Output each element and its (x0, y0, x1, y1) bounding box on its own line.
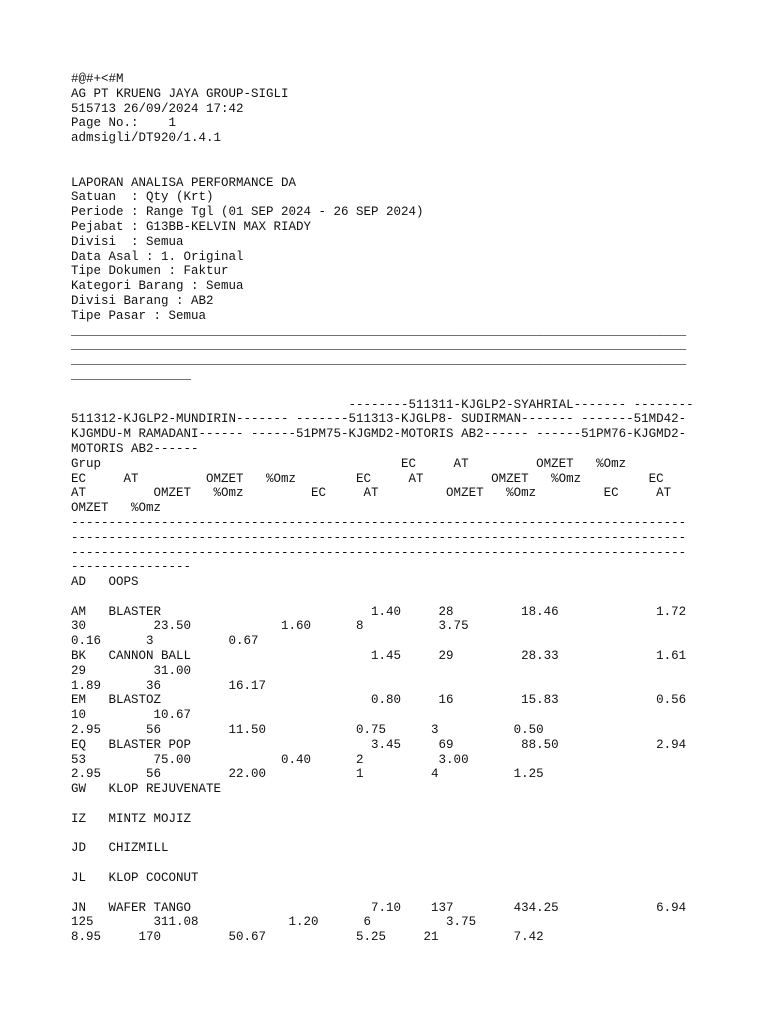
table-row: 125 311.08 1.20 6 3.75 (71, 915, 477, 930)
table-row: 2.95 56 22.00 1 4 1.25 (71, 767, 544, 782)
param-divisi: Divisi : Semua (71, 234, 184, 249)
dash-rule: ---------------------------------------------------------------------------------- (71, 515, 687, 530)
column-header-line: Grup EC AT OMZET %Omz (71, 456, 627, 471)
program-id: admsigli/DT920/1.4.1 (71, 131, 222, 146)
table-row: 53 75.00 0.40 2 3.00 (71, 752, 469, 767)
solid-rule: __________________________________________________________________________________ (71, 338, 687, 353)
column-header-line: OMZET %Omz (71, 501, 162, 516)
report-code: #@#+<#M (71, 72, 124, 86)
table-row: 30 23.50 1.60 8 3.75 (71, 619, 469, 634)
table-row: 2.95 56 11.50 0.75 3 0.50 (71, 723, 544, 738)
table-row: EM BLASTOZ 0.80 16 15.83 0.56 (71, 693, 687, 708)
column-header-line: AT OMZET %Omz EC AT OMZET %Omz EC AT (71, 486, 672, 501)
column-header-line: MOTORIS AB2------ (71, 441, 199, 456)
table-row: 29 31.00 (71, 663, 192, 678)
table-row: IZ MINTZ MOJIZ (71, 811, 192, 826)
param-divisi-barang: Divisi Barang : AB2 (71, 293, 214, 308)
param-kategori-barang: Kategori Barang : Semua (71, 279, 244, 294)
solid-rule: __________________________________________________________________________________ (71, 353, 687, 368)
table-row: JL KLOP COCONUT (71, 871, 199, 886)
table-row: AD OOPS (71, 575, 139, 590)
column-header-line: EC AT OMZET %Omz EC AT OMZET %Omz EC (71, 471, 664, 486)
table-row: AM BLASTER 1.40 28 18.46 1.72 (71, 604, 687, 619)
param-tipe-pasar: Tipe Pasar : Semua (71, 308, 207, 323)
column-header-line: KJGMDU-M RAMADANI------ ------51PM75-KJGMD2-MOTORIS AB2------ ------51PM76-KJGMD2- (71, 427, 687, 442)
report-page (71, 72, 699, 945)
param-satuan: Satuan : Qty (Krt) (71, 190, 214, 205)
print-stamp: 515713 26/09/2024 17:42 (71, 101, 244, 116)
solid-rule: __________________________________________________________________________________ (71, 323, 687, 338)
company-name: AG PT KRUENG JAYA GROUP-SIGLI (71, 86, 289, 101)
dash-rule: ---------------------------------------------------------------------------------- (71, 545, 687, 560)
dash-rule: ---------------- (71, 560, 192, 575)
column-header-line: 511312-KJGLP2-MUNDIRIN------- -------511313-KJGLP8- SUDIRMAN------- -------51MD42- (71, 412, 687, 427)
param-tipe-dokumen: Tipe Dokumen : Faktur (71, 264, 229, 279)
page-number: Page No.: 1 (71, 116, 177, 131)
table-row: JN WAFER TANGO 7.10 137 434.25 6.94 (71, 900, 687, 915)
table-row: JD CHIZMILL (71, 841, 169, 856)
table-row: 1.89 36 16.17 (71, 678, 267, 693)
param-data-asal: Data Asal : 1. Original (71, 249, 244, 264)
solid-rule: ________________ (71, 367, 192, 382)
table-row: EQ BLASTER POP 3.45 69 88.50 2.94 (71, 737, 687, 752)
dash-rule: ---------------------------------------------------------------------------------- (71, 530, 687, 545)
param-periode: Periode : Range Tgl (01 SEP 2024 - 26 SEP 2024) (71, 205, 424, 220)
table-row: 8.95 170 50.67 5.25 21 7.42 (71, 930, 544, 945)
table-row: 0.16 3 0.67 (71, 634, 259, 649)
table-row: BK CANNON BALL 1.45 29 28.33 1.61 (71, 649, 687, 664)
table-row: 10 10.67 (71, 708, 192, 723)
param-pejabat: Pejabat : G13BB-KELVIN MAX RIADY (71, 219, 312, 234)
table-row: GW KLOP REJUVENATE (71, 782, 222, 797)
report-title: LAPORAN ANALISA PERFORMANCE DA (71, 175, 297, 190)
column-header-line: --------511311-KJGLP2-SYAHRIAL------- -------- (71, 397, 694, 412)
